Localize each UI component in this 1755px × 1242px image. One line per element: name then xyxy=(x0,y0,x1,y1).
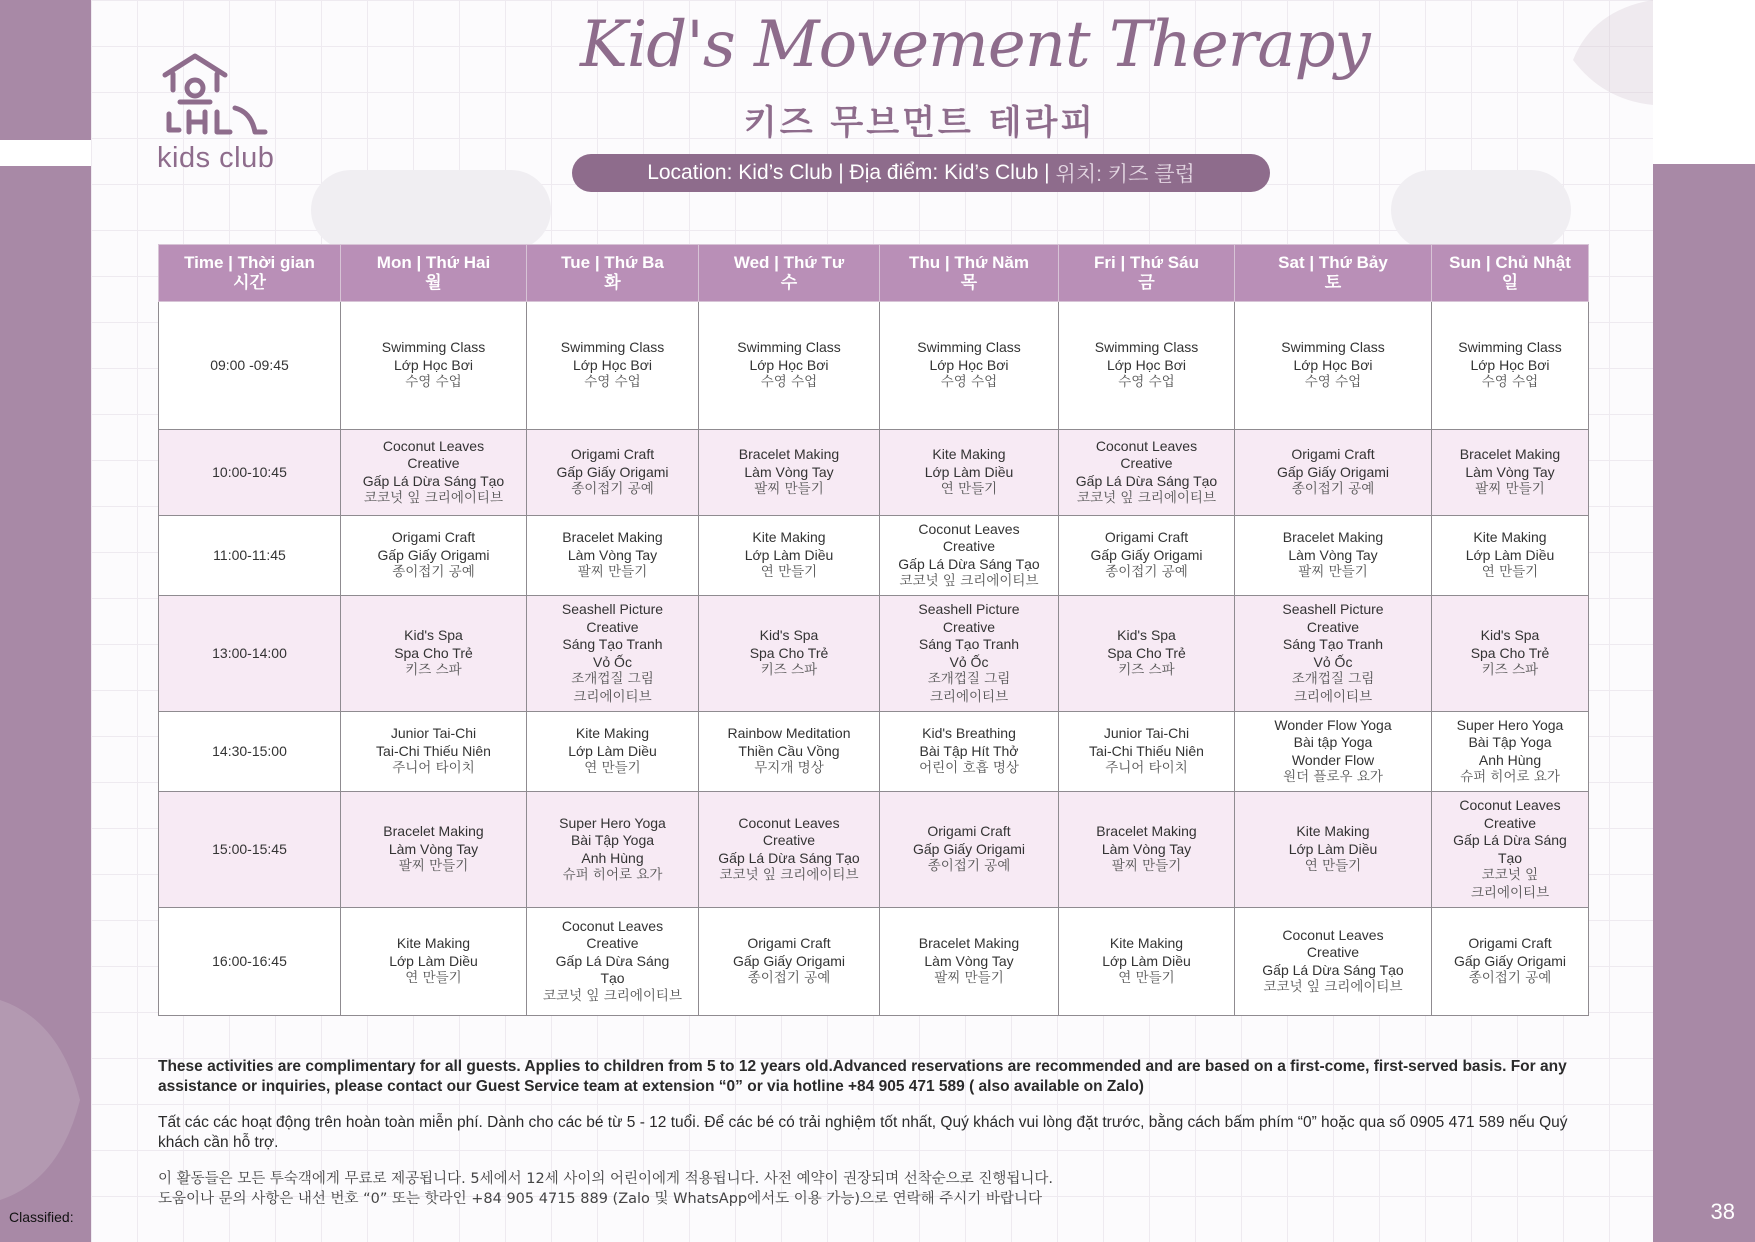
activity-line: 어린이 호흡 명상 xyxy=(919,760,1019,777)
time-slot: 14:30-15:00 xyxy=(159,712,341,792)
activity-line: Gấp Lá Dừa Sáng xyxy=(555,952,670,969)
shell-decoration xyxy=(1563,0,1653,110)
activity-line: Creative xyxy=(1483,814,1537,831)
header-line: Fri | Thứ Sáu xyxy=(1094,253,1199,272)
right-side-notch xyxy=(1653,0,1755,164)
activity-line: Swimming Class xyxy=(1094,339,1199,356)
activity-line: Swimming Class xyxy=(737,339,841,356)
notes-section xyxy=(158,1057,1588,1225)
header-line: 금 xyxy=(1138,273,1155,292)
schedule-row xyxy=(159,302,1589,430)
activity-line: Lớp Làm Diều xyxy=(1465,546,1555,563)
header-line: Time | Thời gian xyxy=(184,253,315,272)
activity-line: 종이접기 공예 xyxy=(392,564,475,581)
note-korean-1: 이 활동들은 모든 투숙객에게 무료로 제공됩니다. 5세에서 12세 사이의 어린이에게 적용됩니다. 사전 예약이 권장되며 선착순으로 진행됩니다. xyxy=(158,1171,1054,1187)
activity-line: 코코넛 잎 크리에이티브 xyxy=(899,573,1039,589)
activity-line: Gấp Lá Dừa Sáng Tạo xyxy=(898,555,1040,572)
activity-cell xyxy=(880,516,1059,596)
activity-line: Seashell Picture xyxy=(561,601,664,617)
activity-line: Bracelet Making xyxy=(383,823,484,840)
activity-line: 코코넛 잎 크리에이티브 xyxy=(543,987,682,1004)
activity-line: Sáng Tạo Tranh xyxy=(1282,636,1384,652)
activity-cell xyxy=(699,792,880,908)
activity-line: Origami Craft xyxy=(1468,935,1552,952)
location-text-kr: 위치: 키즈 클럽 xyxy=(1055,163,1195,186)
activity-line: Lớp Học Bơi xyxy=(929,356,1009,373)
activity-line: Bracelet Making xyxy=(1282,529,1384,546)
activity-line: 수영 수업 xyxy=(405,374,462,391)
shell-decoration xyxy=(0,980,91,1210)
activity-cell xyxy=(699,712,880,792)
activity-line: 연 만들기 xyxy=(405,970,462,987)
activity-line: 크리에이티브 xyxy=(929,688,1009,705)
header-line: Mon | Thứ Hai xyxy=(376,253,491,272)
activity-line: Vỏ Ốc xyxy=(1313,653,1353,670)
activity-line: 팔찌 만들기 xyxy=(754,481,824,498)
activity-line: 종이접기 공예 xyxy=(747,970,831,987)
time-slot: 10:00-10:45 xyxy=(159,430,341,516)
page-subtitle: 키즈 무브먼트 테라피 xyxy=(743,103,1097,143)
activity-line: 연 만들기 xyxy=(760,564,818,581)
activity-line: Lớp Làm Diều xyxy=(1102,952,1191,969)
header-line: 월 xyxy=(425,273,442,292)
time-slot: 15:00-15:45 xyxy=(159,792,341,908)
activity-line: 수영 수업 xyxy=(760,374,818,391)
page-title: Kid's Movement Therapy xyxy=(580,8,1370,82)
activity-cell xyxy=(1235,430,1432,516)
activity-line: Lớp Làm Diều xyxy=(1288,840,1378,857)
activity-line: Coconut Leaves xyxy=(1095,437,1198,454)
header-day xyxy=(880,245,1059,302)
activity-cell xyxy=(1059,908,1235,1016)
activity-line: Anh Hùng xyxy=(581,849,644,866)
activity-cell xyxy=(1235,516,1432,596)
activity-line: Bài Tập Yoga xyxy=(1468,734,1552,750)
activity-line: Gấp Giấy Origami xyxy=(1453,952,1567,969)
activity-line: 조개껍질 그림 xyxy=(927,671,1011,687)
activity-cell xyxy=(699,908,880,1016)
activity-line: Junior Tai-Chi xyxy=(390,725,477,742)
header-line: Sun | Chủ Nhật xyxy=(1449,253,1571,272)
activity-line: Gấp Lá Dừa Sáng Tạo xyxy=(362,472,505,489)
activity-line: 연 만들기 xyxy=(1118,970,1175,987)
activity-cell xyxy=(341,430,527,516)
time-slot: 11:00-11:45 xyxy=(159,516,341,596)
activity-line: Làm Vòng Tay xyxy=(1465,463,1555,480)
activity-line: Origami Craft xyxy=(391,529,476,546)
page-number: 38 xyxy=(1710,1199,1735,1224)
activity-line: 조개껍질 그림 xyxy=(1291,671,1375,687)
activity-line: Gấp Giấy Origami xyxy=(1276,463,1390,480)
activity-cell xyxy=(1235,908,1432,1016)
activity-line: Anh Hùng xyxy=(1478,751,1542,768)
activity-cell xyxy=(880,430,1059,516)
activity-line: Coconut Leaves xyxy=(1282,926,1384,943)
activity-line: 코코넛 잎 크리에이티브 xyxy=(1077,490,1216,506)
activity-line: 키즈 스파 xyxy=(405,662,462,679)
activity-line: Kid's Spa xyxy=(404,627,463,644)
activity-line: Creative xyxy=(942,538,996,554)
activity-line: Lớp Học Bơi xyxy=(1106,356,1187,373)
activity-cell xyxy=(1432,516,1589,596)
activity-line: 크리에이티브 xyxy=(1293,688,1373,705)
activity-line: Lớp Làm Diều xyxy=(924,463,1014,480)
activity-line: Gấp Lá Dừa Sáng Tạo xyxy=(1262,961,1404,978)
header-line: 시간 xyxy=(233,273,266,292)
activity-line: Creative xyxy=(586,618,639,635)
activity-line: Super Hero Yoga xyxy=(559,814,666,831)
activity-cell xyxy=(1235,792,1432,908)
header-line: 수 xyxy=(780,273,798,292)
activity-line: 종이접기 공예 xyxy=(1105,564,1188,581)
activity-cell xyxy=(527,302,699,430)
activity-line: Bracelet Making xyxy=(1096,823,1197,840)
note-korean-2: 도움이나 문의 사항은 내선 번호 “0” 또는 핫라인 +84 905 4715 889 (Zalo 및 WhatsApp에서도 이용 가능)으로 연락해 주시기 바랍니다 xyxy=(158,1191,1042,1207)
activity-line: Lớp Học Bơi xyxy=(749,356,829,373)
activity-line: Bracelet Making xyxy=(918,935,1020,952)
header-line: 일 xyxy=(1501,273,1519,292)
activity-line: Kid's Breathing xyxy=(922,725,1016,742)
activity-line: 수영 수업 xyxy=(940,374,998,391)
activity-line: Làm Vòng Tay xyxy=(744,463,834,480)
activity-cell xyxy=(341,516,527,596)
activity-line: Swimming Class xyxy=(1458,339,1562,356)
activity-line: 수영 수업 xyxy=(1118,374,1175,391)
activity-cell xyxy=(1059,712,1235,792)
activity-line: 팔찌 만들기 xyxy=(398,858,469,875)
activity-line: Creative xyxy=(407,455,460,471)
header-day xyxy=(1235,245,1432,302)
activity-line: Kite Making xyxy=(932,446,1006,463)
activity-line: 조개껍질 그림 xyxy=(571,671,654,687)
activity-line: 무지개 명상 xyxy=(754,760,824,777)
activity-line: Gấp Lá Dừa Sáng Tạo xyxy=(1075,472,1218,489)
activity-line: 종이접기 공예 xyxy=(1291,481,1375,498)
time-slot: 16:00-16:45 xyxy=(159,908,341,1016)
schedule-table xyxy=(158,244,1589,1016)
activity-line: Lớp Làm Diều xyxy=(744,546,834,563)
activity-line: 종이접기 공예 xyxy=(571,481,654,498)
activity-line: Coconut Leaves xyxy=(918,520,1020,537)
activity-line: Lớp Học Bơi xyxy=(572,356,653,373)
activity-line: 키즈 스파 xyxy=(1118,662,1175,679)
cloud-decoration xyxy=(1391,170,1571,250)
logo-text: kids club xyxy=(157,142,275,174)
activity-cell xyxy=(527,516,699,596)
activity-line: Coconut Leaves xyxy=(382,437,485,454)
activity-line: Gấp Lá Dừa Sáng Tạo xyxy=(718,849,860,866)
header-day xyxy=(527,245,699,302)
activity-line: Kite Making xyxy=(396,935,471,952)
activity-line: Coconut Leaves xyxy=(1459,797,1561,813)
activity-cell xyxy=(1235,596,1432,712)
activity-line: Spa Cho Trẻ xyxy=(1470,644,1550,661)
activity-line: Swimming Class xyxy=(1281,339,1385,356)
activity-line: Swimming Class xyxy=(917,339,1021,356)
activity-line: Tạo xyxy=(1497,849,1523,866)
activity-line: Làm Vòng Tay xyxy=(1101,840,1192,857)
activity-line: Sáng Tạo Tranh xyxy=(918,636,1020,652)
activity-line: Gấp Giấy Origami xyxy=(912,840,1026,857)
activity-cell xyxy=(527,792,699,908)
activity-line: Creative xyxy=(762,832,816,848)
activity-cell xyxy=(880,712,1059,792)
activity-line: Super Hero Yoga xyxy=(1456,716,1564,733)
activity-line: Gấp Lá Dừa Sáng xyxy=(1453,832,1567,848)
activity-cell xyxy=(1432,430,1589,516)
activity-line: 코코넛 잎 크리에이티브 xyxy=(364,490,503,506)
activity-line: 팔찌 만들기 xyxy=(1475,481,1545,498)
activity-line: 연 만들기 xyxy=(1304,858,1362,875)
schedule-row xyxy=(159,712,1589,792)
activity-line: Gấp Giấy Origami xyxy=(1090,546,1203,563)
activity-line: Sáng Tạo Tranh xyxy=(562,636,663,652)
activity-cell xyxy=(1235,712,1432,792)
activity-line: Bài tập Yoga xyxy=(1293,734,1373,750)
activity-line: 주니어 타이치 xyxy=(392,760,475,777)
activity-cell xyxy=(1059,516,1235,596)
activity-line: Origami Craft xyxy=(927,823,1011,840)
activity-line: Lớp Học Bơi xyxy=(1470,356,1550,373)
schedule-row xyxy=(159,792,1589,908)
activity-line: 수영 수업 xyxy=(1304,374,1362,391)
activity-cell xyxy=(699,302,880,430)
header-day xyxy=(1059,245,1235,302)
activity-line: Seashell Picture xyxy=(1282,601,1384,617)
activity-line: 팔찌 만들기 xyxy=(934,970,1004,987)
activity-cell xyxy=(527,908,699,1016)
activity-line: Lớp Học Bơi xyxy=(1293,356,1373,373)
activity-cell xyxy=(1059,430,1235,516)
activity-cell xyxy=(1059,792,1235,908)
activity-line: Wonder Flow xyxy=(1291,751,1375,768)
activity-cell xyxy=(1432,596,1589,712)
activity-line: Kite Making xyxy=(1296,823,1370,840)
activity-line: 원더 플로우 요가 xyxy=(1283,769,1383,785)
activity-line: Vỏ Ốc xyxy=(949,653,989,670)
activity-line: Gấp Giấy Origami xyxy=(556,463,669,480)
activity-line: Kid's Spa xyxy=(1117,627,1176,644)
activity-line: Lớp Làm Diều xyxy=(568,742,657,759)
activity-line: 연 만들기 xyxy=(1481,564,1539,581)
activity-line: Vỏ Ốc xyxy=(593,653,632,670)
activity-line: Tai-Chi Thiếu Niên xyxy=(376,742,491,759)
activity-line: Bài Tập Yoga xyxy=(570,832,655,848)
activity-line: 슈퍼 히어로 요가 xyxy=(1460,769,1560,785)
activity-cell xyxy=(341,596,527,712)
activity-line: Kid's Spa xyxy=(759,627,819,644)
activity-line: 팔찌 만들기 xyxy=(1298,564,1368,581)
activity-line: Tạo xyxy=(600,970,625,987)
activity-cell xyxy=(880,792,1059,908)
activity-line: Creative xyxy=(942,618,996,635)
activity-line: Lớp Làm Diều xyxy=(389,952,478,969)
activity-cell xyxy=(1432,302,1589,430)
activity-line: 코코넛 잎 크리에이티브 xyxy=(1263,979,1403,995)
activity-cell xyxy=(1235,302,1432,430)
activity-cell xyxy=(341,712,527,792)
header-line: 목 xyxy=(960,273,978,292)
activity-line: Origami Craft xyxy=(570,446,655,463)
activity-cell xyxy=(1059,596,1235,712)
activity-line: Gấp Giấy Origami xyxy=(732,952,846,969)
activity-line: 종이접기 공예 xyxy=(927,858,1011,875)
activity-line: 슈퍼 히어로 요가 xyxy=(562,867,663,883)
activity-line: 코코넛 잎 xyxy=(1481,867,1539,883)
activity-line: Wonder Flow Yoga xyxy=(1274,716,1392,733)
activity-cell xyxy=(341,908,527,1016)
note-english: These activities are complimentary for all guests. Applies to children from 5 to 12 years old.Advanced reservations are recommended and are based on a first-come, first-served basis. For any assistance or inquiries, please contact our Guest Service team at extension “0” or via hotline +84 905 471 589 ( also available on Zalo) xyxy=(158,1058,1567,1095)
activity-cell xyxy=(699,516,880,596)
header-line: Thu | Thứ Năm xyxy=(908,253,1029,272)
header-day xyxy=(699,245,880,302)
time-slot: 09:00 -09:45 xyxy=(159,302,341,430)
activity-line: 주니어 타이치 xyxy=(1105,760,1188,777)
activity-line: Rainbow Meditation xyxy=(727,725,851,742)
activity-line: Coconut Leaves xyxy=(561,917,664,934)
left-side-notch xyxy=(0,140,91,166)
activity-line: 키즈 스파 xyxy=(1481,662,1539,679)
activity-line: 크리에이티브 xyxy=(573,688,652,705)
activity-line: Làm Vòng Tay xyxy=(567,546,658,563)
activity-line: Bracelet Making xyxy=(738,446,840,463)
activity-line: Gấp Giấy Origami xyxy=(377,546,490,563)
time-slot: 13:00-14:00 xyxy=(159,596,341,712)
header-line: 토 xyxy=(1324,273,1342,292)
activity-line: 크리에이티브 xyxy=(1470,884,1550,901)
activity-line: Làm Vòng Tay xyxy=(924,952,1014,969)
activity-line: Kite Making xyxy=(1109,935,1184,952)
activity-line: Tai-Chi Thiếu Niên xyxy=(1089,742,1204,759)
activity-line: 팔찌 만들기 xyxy=(577,564,648,581)
activity-line: 수영 수업 xyxy=(584,374,641,391)
activity-line: Spa Cho Trẻ xyxy=(394,644,473,661)
activity-line: Origami Craft xyxy=(747,935,831,952)
header-line: Tue | Thứ Ba xyxy=(561,253,664,272)
activity-cell xyxy=(341,792,527,908)
activity-cell xyxy=(699,430,880,516)
activity-line: Seashell Picture xyxy=(918,601,1020,617)
activity-line: Creative xyxy=(1306,618,1360,635)
schedule-row xyxy=(159,516,1589,596)
activity-line: Làm Vòng Tay xyxy=(1288,546,1378,563)
activity-cell xyxy=(1059,302,1235,430)
activity-line: 코코넛 잎 크리에이티브 xyxy=(719,867,859,883)
schedule-row xyxy=(159,596,1589,712)
activity-line: Làm Vòng Tay xyxy=(388,840,479,857)
activity-cell xyxy=(527,596,699,712)
activity-line: Bài Tập Hít Thở xyxy=(919,742,1019,759)
activity-line: Origami Craft xyxy=(1291,446,1375,463)
activity-line: Spa Cho Trẻ xyxy=(749,644,829,661)
activity-cell xyxy=(880,302,1059,430)
activity-line: Kite Making xyxy=(752,529,826,546)
activity-line: Creative xyxy=(586,935,639,952)
activity-line: Bracelet Making xyxy=(562,529,663,546)
activity-cell xyxy=(1432,792,1589,908)
schedule-header-row xyxy=(159,245,1589,302)
activity-cell xyxy=(527,430,699,516)
header-line: Wed | Thứ Tư xyxy=(733,253,845,272)
activity-cell xyxy=(1432,712,1589,792)
classified-label: Classified: xyxy=(9,1209,74,1225)
header-day xyxy=(1432,245,1589,302)
location-banner xyxy=(572,154,1270,192)
activity-line: 종이접기 공예 xyxy=(1468,970,1552,987)
activity-line: 연 만들기 xyxy=(584,760,641,777)
activity-line: Coconut Leaves xyxy=(738,814,840,831)
activity-line: Kite Making xyxy=(1473,529,1547,546)
header-line: Sat | Thứ Bảy xyxy=(1278,253,1388,272)
activity-line: Bracelet Making xyxy=(1459,446,1561,463)
activity-line: Origami Craft xyxy=(1104,529,1189,546)
activity-cell xyxy=(699,596,880,712)
activity-line: Spa Cho Trẻ xyxy=(1107,644,1186,661)
activity-line: Junior Tai-Chi xyxy=(1103,725,1190,742)
activity-cell xyxy=(527,712,699,792)
header-line: 화 xyxy=(604,273,621,292)
activity-line: Swimming Class xyxy=(560,339,665,356)
activity-line: Swimming Class xyxy=(381,339,486,356)
right-side-bar xyxy=(1653,0,1755,1242)
activity-line: 연 만들기 xyxy=(940,481,998,498)
note-vietnamese: Tất các các hoạt động trên hoàn toàn miễn phí. Dành cho các bé từ 5 - 12 tuổi. Để các bé có trải nghiệm tốt nhất, Quý khách vui lòng đặt trước, bằng cách bấm phím “0” hoặc qua số 0905 471 589 nếu Quý khách cần hỗ trợ. xyxy=(158,1114,1568,1151)
header-time xyxy=(159,245,341,302)
activity-cell xyxy=(1432,908,1589,1016)
activity-line: 팔찌 만들기 xyxy=(1111,858,1182,875)
activity-line: Creative xyxy=(1306,944,1360,960)
activity-line: Creative xyxy=(1120,455,1173,471)
header-day xyxy=(341,245,527,302)
schedule-row xyxy=(159,430,1589,516)
location-text: Location: Kid’s Club | Địa điểm: Kid’s Club | xyxy=(647,161,1050,184)
activity-line: 키즈 스파 xyxy=(760,662,818,679)
activity-line: Thiền Cầu Vồng xyxy=(738,742,840,759)
activity-line: Kite Making xyxy=(575,725,650,742)
cloud-decoration xyxy=(311,170,551,250)
activity-line: 수영 수업 xyxy=(1481,374,1539,391)
activity-line: Kid's Spa xyxy=(1480,627,1540,644)
activity-line: Lớp Học Bơi xyxy=(393,356,474,373)
activity-cell xyxy=(341,302,527,430)
activity-cell xyxy=(880,596,1059,712)
schedule-row xyxy=(159,908,1589,1016)
activity-cell xyxy=(880,908,1059,1016)
